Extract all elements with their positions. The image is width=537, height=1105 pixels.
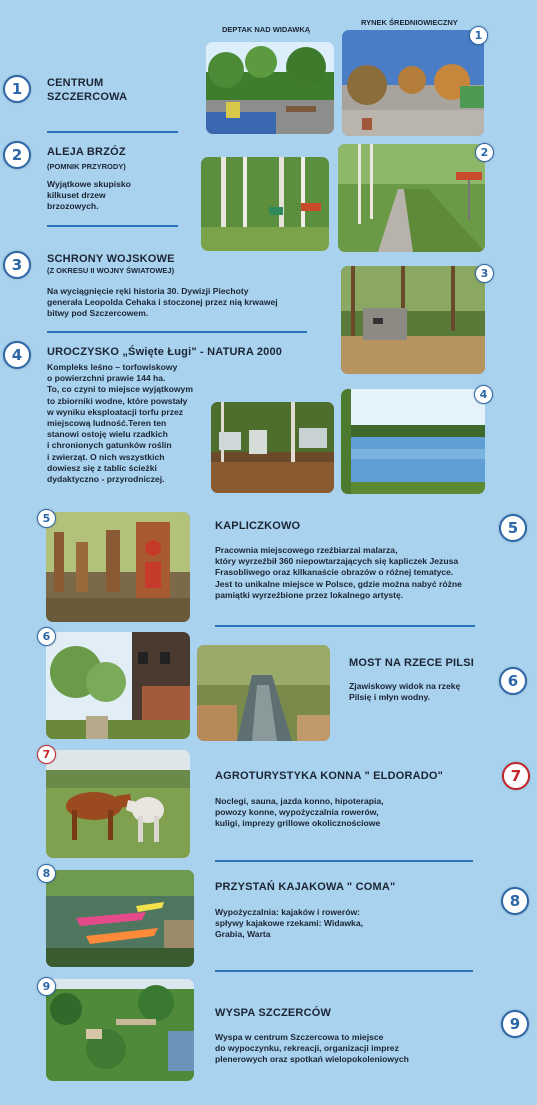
photo-number-9: 9 [37, 977, 56, 996]
number-badge-8: 8 [501, 887, 529, 915]
photo-number-8: 8 [37, 864, 56, 883]
photo-rynek [342, 30, 484, 136]
text-kajaki: Wypożyczalnia: kajaków i rowerów: spływy kajakowe rzekami: Widawka, Grabia, Warta [215, 907, 363, 940]
title-wyspa: WYSPA SZCZERCÓW [215, 1007, 332, 1019]
number-badge-3: 3 [3, 251, 31, 279]
number-badge-2: 2 [3, 141, 31, 169]
title-centrum: CENTRUM SZCZERCOWA [47, 77, 128, 103]
photo-tablice [211, 402, 334, 493]
divider [215, 860, 473, 862]
caption-deptak: DEPTAK NAD WIDAWKĄ [222, 25, 311, 34]
photo-konie [46, 750, 190, 858]
text-wyspa: Wyspa w centrum Szczercowa to miejsce do wypoczynku, rekreacji, organizacji imprez plenerowych oraz spotkań wielopokoleniowych [215, 1032, 409, 1065]
photo-schron [341, 266, 485, 374]
photo-rzeka [197, 645, 330, 741]
text-most: Zjawiskowy widok na rzekę Pilsię i młyn wodny. [349, 681, 461, 703]
photo-wyspa [46, 979, 194, 1081]
title-most: MOST NA RZECE PILSI [349, 657, 475, 669]
subtitle-aleja: (POMNIK PRZYRODY) [47, 162, 126, 171]
divider [215, 970, 473, 972]
number-badge-1: 1 [3, 75, 31, 103]
photo-number-4: 4 [474, 385, 493, 404]
divider [215, 625, 475, 627]
photo-number-3: 3 [475, 264, 494, 283]
photo-mlyn [46, 632, 190, 739]
text-aleja: Wyjątkowe skupisko kilkuset drzew brzozowych. [47, 179, 131, 212]
text-uroczysko: Kompleks leśno – torfowiskowy o powierzchni prawie 144 ha. To, co czyni to miejsce wyjątkowym to zbiorniki wodne, które powstały w wyniku eksploatacji torfu przez miejscową ludność.Teren ten stanowi ostoję wielu rzadkich i chronionych gatunków roślin i zwierząt. O nich wszystkich dowiesz się z tablic ścieżki dydaktyczno - przyrodniczej. [47, 362, 193, 485]
photo-deptak [206, 42, 334, 134]
divider [47, 331, 307, 333]
photo-number-1: 1 [469, 26, 488, 45]
subtitle-schrony: (Z OKRESU II WOJNY ŚWIATOWEJ) [47, 266, 175, 275]
divider [47, 131, 178, 133]
photo-number-2: 2 [475, 143, 494, 162]
photo-kapliczkowo [46, 512, 190, 622]
title-aleja: ALEJA BRZÓZ [47, 146, 126, 158]
text-eldorado: Noclegi, sauna, jazda konno, hipoterapia, powozy konne, wypożyczalnia rowerów, kuligi, imprezy grillowe okolicznościowe [215, 796, 384, 829]
photo-jezioro [341, 389, 485, 494]
photo-number-7: 7 [37, 745, 56, 764]
photo-number-5: 5 [37, 509, 56, 528]
title-eldorado: AGROTURYSTYKA KONNA " ELDORADO" [215, 770, 444, 782]
number-badge-9: 9 [501, 1010, 529, 1038]
title-kajaki: PRZYSTAŃ KAJAKOWA " COMA" [215, 881, 396, 893]
photo-aleja-2 [338, 144, 485, 252]
caption-rynek: RYNEK ŚREDNIOWIECZNY [361, 18, 458, 27]
title-schrony: SCHRONY WOJSKOWE [47, 253, 175, 265]
title-kapliczkowo: KAPLICZKOWO [215, 520, 301, 532]
title-uroczysko: UROCZYSKO „Święte Ługi" - NATURA 2000 [47, 346, 283, 358]
photo-number-6: 6 [37, 627, 56, 646]
number-badge-5: 5 [499, 514, 527, 542]
number-badge-4: 4 [3, 341, 31, 369]
divider [47, 225, 178, 227]
number-badge-6: 6 [499, 667, 527, 695]
number-badge-7: 7 [502, 762, 530, 790]
photo-kajaki [46, 870, 194, 967]
text-schrony: Na wyciągnięcie ręki historia 30. Dywizji Piechoty generała Leopolda Cehaka i stoczonej przez nią krwawej bitwy pod Szczercowem. [47, 286, 278, 319]
photo-aleja-1 [201, 157, 329, 251]
text-kapliczkowo: Pracownia miejscowego rzeźbiarzai malarza, który wyrzeźbił 360 niepowtarzających się kapliczek Jezusa Frasobliwego oraz kilkanaście obrazów o różnej tematyce. Jest to unikalne miejsce w Polsce, gdzie można nabyć różne pamiątki wyrzeźbione przez lokalnego artystę. [215, 545, 462, 600]
